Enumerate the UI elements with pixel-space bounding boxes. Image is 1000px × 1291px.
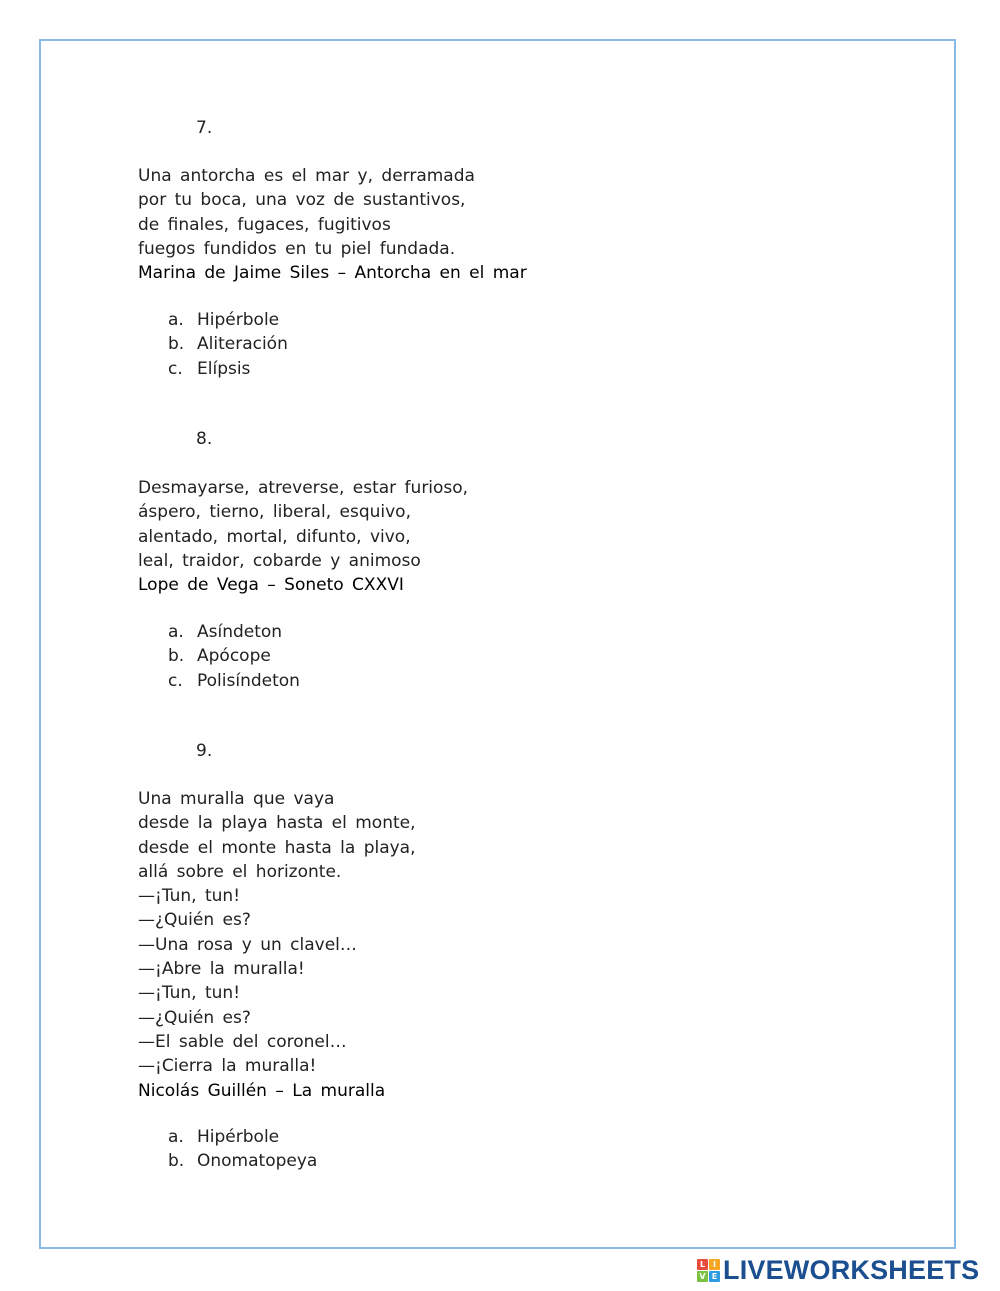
options-list-8	[168, 620, 300, 693]
poem-line: fuegos fundidos en tu piel fundada.	[138, 238, 456, 259]
poem-line: alentado, mortal, difunto, vivo,	[138, 526, 411, 547]
live-badge-icon	[697, 1259, 720, 1282]
logo-letter: I	[709, 1259, 720, 1270]
option-letter: a.	[168, 622, 184, 642]
options-list-9	[168, 1125, 317, 1174]
question-number-8: 8.	[196, 429, 213, 449]
option-item[interactable]	[168, 332, 288, 356]
option-item[interactable]	[168, 644, 300, 668]
poem-block-8	[138, 476, 468, 597]
poem-line: —¿Quién es?	[138, 1007, 251, 1028]
poem-line: —¡Abre la muralla!	[138, 959, 305, 980]
question-number-7: 7.	[196, 118, 213, 138]
option-item[interactable]	[168, 308, 288, 332]
poem-line: por tu boca, una voz de sustantivos,	[138, 190, 466, 211]
logo-letter: L	[697, 1259, 708, 1270]
option-item[interactable]	[168, 669, 300, 693]
poem-source: Nicolás Guillén – La muralla	[138, 1080, 386, 1101]
poem-line: —El sable del coronel…	[138, 1031, 347, 1052]
option-letter: a.	[168, 1127, 184, 1147]
brand-name: LIVEWORKSHEETS	[723, 1254, 980, 1285]
poem-line: de finales, fugaces, fugitivos	[138, 214, 391, 235]
poem-line: —¡Tun, tun!	[138, 983, 241, 1004]
poem-line: desde el monte hasta la playa,	[138, 837, 416, 858]
poem-source: Lope de Vega – Soneto CXXVI	[138, 575, 404, 596]
option-text: Asíndeton	[197, 622, 283, 642]
poem-line: —Una rosa y un clavel…	[138, 934, 357, 955]
option-text: Hipérbole	[197, 310, 280, 330]
poem-block-9	[138, 787, 416, 1103]
option-item[interactable]	[168, 1149, 317, 1173]
option-letter: b.	[168, 646, 185, 667]
option-text: Hipérbole	[197, 1127, 280, 1147]
option-letter: b.	[168, 334, 185, 355]
logo-letter: V	[697, 1271, 708, 1282]
option-letter: c.	[168, 358, 183, 379]
poem-line: Una muralla que vaya	[138, 789, 335, 809]
poem-source: Marina de Jaime Siles – Antorcha en el mar	[138, 263, 527, 284]
option-text: Polisíndeton	[197, 670, 300, 691]
poem-line: —¿Quién es?	[138, 910, 251, 931]
poem-line: Una antorcha es el mar y, derramada	[138, 166, 475, 186]
poem-line: —¡Tun, tun!	[138, 886, 241, 907]
poem-line: leal, traidor, cobarde y animoso	[138, 550, 421, 571]
options-list-7	[168, 308, 288, 381]
poem-line: desde la playa hasta el monte,	[138, 813, 416, 834]
poem-block-7	[138, 164, 527, 285]
option-item[interactable]	[168, 1125, 317, 1149]
question-number-9: 9.	[196, 741, 213, 761]
liveworksheets-logo[interactable]	[697, 1256, 979, 1284]
poem-line: Desmayarse, atreverse, estar furioso,	[138, 478, 469, 498]
logo-letter: E	[709, 1271, 720, 1282]
poem-line: áspero, tierno, liberal, esquivo,	[138, 502, 411, 523]
option-item[interactable]	[168, 620, 300, 644]
option-text: Aliteración	[197, 334, 288, 355]
poem-line: allá sobre el horizonte.	[138, 861, 342, 882]
option-text: Onomatopeya	[197, 1151, 318, 1172]
option-text: Apócope	[197, 646, 271, 667]
option-letter: c.	[168, 670, 183, 691]
option-item[interactable]	[168, 357, 288, 381]
poem-line: —¡Cierra la muralla!	[138, 1056, 317, 1077]
option-letter: a.	[168, 310, 184, 330]
option-text: Elípsis	[197, 358, 251, 379]
option-letter: b.	[168, 1151, 185, 1172]
